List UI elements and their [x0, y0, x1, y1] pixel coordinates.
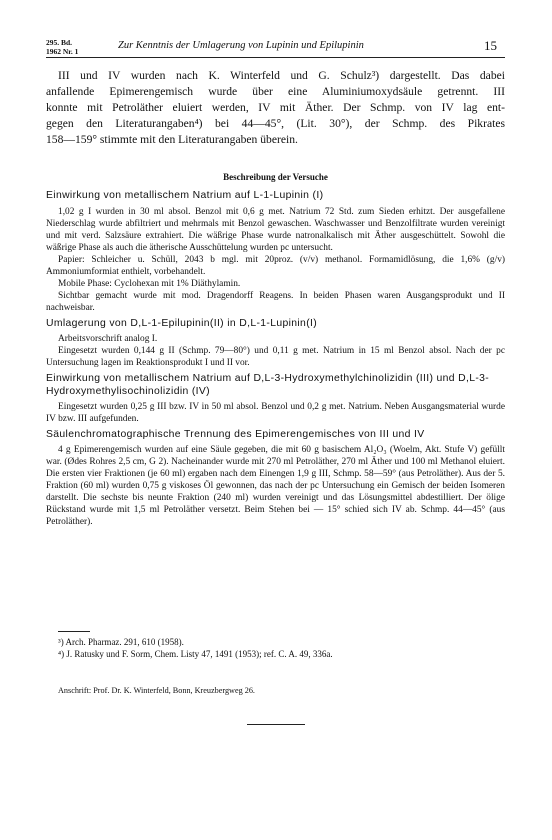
s1-para-procedure: 1,02 g I wurden in 30 ml absol. Benzol mit 0,6 g met. Natrium 72 Std. zum Sieden erhitzt. Der ausgefallene Niederschlag wurde abfiltriert und mehrmals mit Benzol gewaschen. Waschwasser und Benzolfiltrate wurden vereinigt und mit verd. Salzsäure extrahiert. Die wäßrige Phase wurde natronalkalisch mit Äther ausgeschüttelt. Sowohl die wäßrige Phase als auch die ätherische Ausschüttelung wurden pc untersucht. [46, 207, 505, 253]
s2-subheading: Arbeitsvorschrift analog I. [58, 334, 158, 344]
s1-heading: Einwirkung von metallischem Natrium auf L-1-Lupinin (I) [46, 190, 324, 201]
header-rule [46, 57, 505, 58]
s4-heading: Säulenchromatographische Trennung des Epimerengemisches von III und IV [46, 429, 425, 440]
section-title: Beschreibung der Versuche [223, 172, 328, 182]
page-number: 15 [484, 38, 497, 53]
volume-label: 295. Bd. [46, 38, 73, 47]
footnotes [58, 636, 505, 660]
footnote-rule [58, 631, 90, 632]
s4-para: 4 g Epimerengemisch wurden auf eine Säule gegeben, die mit 60 g basischem Al₂O₃ (Woelm, Akt. Stufe V) gefüllt war. (Ødes Rohres 2,5 cm, G 2). Nacheinander wurde mit 270 ml Petroläther, 270 ml Äther und 100 ml Methanol eluiert. Die ersten vier Fraktionen (je 60 ml) ergaben nach dem Einengen 1,9 g III, Schmp. 58—59° (aus Petroläther). Aus der 5. Fraktion (60 ml) wurden 0,75 g viskoses Öl gewonnen, das nach der pc Untersuchung ein Gemisch der beiden Isomeren darstellt. Die sechste bis neunte Fraktion (240 ml) wurden vereinigt und das Lösungsmittel abdestilliert. Der ölige Rückstand wurde mit 1,5 ml Petroläther versetzt. Beim Stehen bei — 15° schied sich IV ab. Schmp. 44—45° (aus Petroläther). [46, 445, 505, 527]
intro-line-1: III und IV wurden nach K. Winterfeld und G. Schulz³) dargestellt. Das dabei [58, 69, 505, 82]
footnote-3: ³) Arch. Pharmaz. 291, 610 (1958). [58, 637, 184, 647]
s1-para-detection: Sichtbar gemacht wurde mit mod. Dragendorff Reagens. In beiden Phasen waren Ausgangsprodukt und II nachweisbar. [46, 291, 505, 313]
s1-para-mobile-phase: Mobile Phase: Cyclohexan mit 1% Diäthylamin. [58, 279, 241, 289]
author-address: Anschrift: Prof. Dr. K. Winterfeld, Bonn, Kreuzbergweg 26. [58, 686, 255, 695]
intro-line-3: konnte mit Petroläther eluiert werden, IV mit Äther. Der Schmp. von IV lag ent- [46, 101, 505, 114]
end-rule [247, 724, 305, 725]
intro-line-4: gegen den Literaturangaben⁴) bei 44—45°, (Lit. 30°), der Schmp. des Pikrates [46, 117, 505, 130]
s1-para-paper: Papier: Schleicher u. Schüll, 2043 b mgl. mit 20proz. (v/v) methanol. Formamidlösung, die 1,6% (g/v) Ammoniumformiat enthielt, vorbehandelt. [46, 255, 505, 277]
footnote-4: ⁴) J. Ratusky und F. Sorm, Chem. Listy 47, 1491 (1953); ref. C. A. 49, 336a. [58, 649, 333, 659]
intro-line-2: anfallende Epimerengemisch wurde über eine Aluminiumoxydsäule getrennt. III [46, 85, 505, 98]
volume-issue-label [46, 39, 78, 56]
running-title: Zur Kenntnis der Umlagerung von Lupinin und Epilupinin [118, 40, 364, 51]
s2-heading: Umlagerung von D,L-1-Epilupinin(II) in D,L-1-Lupinin(I) [46, 318, 318, 329]
intro-line-5: 158—159° stimmte mit den Literaturangaben überein. [46, 133, 298, 146]
intro-paragraph [46, 68, 505, 148]
experimental-section [46, 189, 505, 528]
s2-para: Eingesetzt wurden 0,144 g II (Schmp. 79—80°) und 0,11 g met. Natrium in 15 ml Benzol absol. Nach der pc Untersuchung lagen im Reaktionsprodukt I und II vor. [46, 346, 505, 368]
year-issue-label: 1962 Nr. 1 [46, 46, 79, 56]
s3-heading: Einwirkung von metallischem Natrium auf D,L-3-Hydroxymethylchinolizidin (III) und D,L-3-Hydroxymethylisochinolizidin (IV) [46, 373, 490, 397]
s3-para: Eingesetzt wurden 0,25 g III bzw. IV in 50 ml absol. Benzol und 0,2 g met. Natrium. Neben Ausgangsmaterial wurde IV bzw. III aufgefunden. [46, 402, 505, 424]
